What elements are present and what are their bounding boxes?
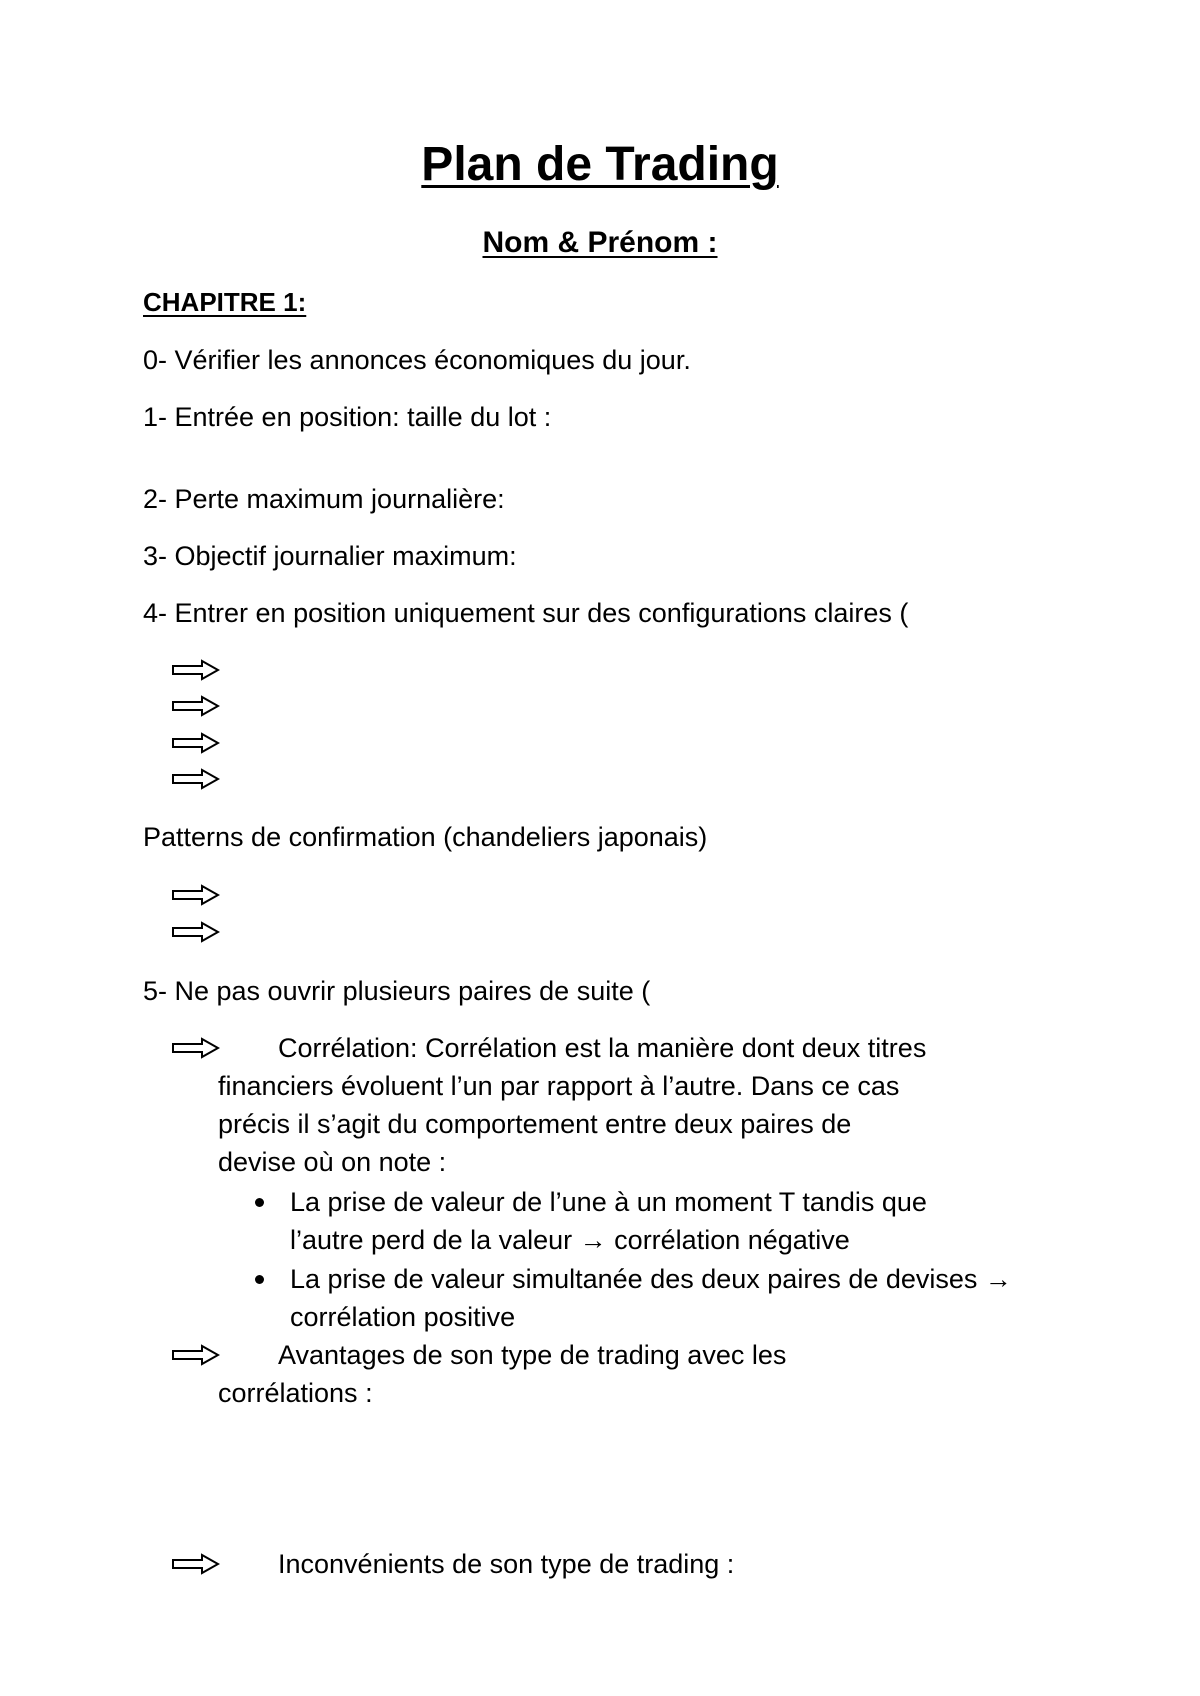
round-bullet-icon <box>255 1198 264 1207</box>
patterns-heading: Patterns de confirmation (chandeliers japonais) <box>143 822 708 852</box>
correlation-line-4: devise où on note : <box>218 1147 447 1177</box>
page-title: Plan de Trading <box>421 138 779 191</box>
config-arrow-icon <box>172 695 220 717</box>
pattern-arrow-icon <box>172 884 220 906</box>
disadvantages-line: Inconvénients de son type de trading : <box>278 1549 735 1579</box>
round-bullet-icon <box>255 1275 264 1284</box>
item-1: 1- Entrée en position: taille du lot : <box>143 402 552 432</box>
correlation-line-3: précis il s’agit du comportement entre deux paires de <box>218 1109 852 1139</box>
config-arrow-icon <box>172 768 220 790</box>
item-5: 5- Ne pas ouvrir plusieurs paires de suite ( <box>143 976 651 1006</box>
bullet-2-line-1: La prise de valeur simultanée des deux paires de devises → <box>290 1264 1012 1294</box>
bullet-2-line-2: corrélation positive <box>290 1302 516 1332</box>
pattern-arrow-icon <box>172 921 220 943</box>
advantages-line-1: Avantages de son type de trading avec les <box>278 1340 787 1370</box>
item-4: 4- Entrer en position uniquement sur des configurations claires ( <box>143 598 909 628</box>
correlation-line-2: financiers évoluent l’un par rapport à l’autre. Dans ce cas <box>218 1071 900 1101</box>
advantages-arrow-icon <box>172 1344 220 1366</box>
item-3: 3- Objectif journalier maximum: <box>143 541 517 571</box>
advantages-line-2: corrélations : <box>218 1378 373 1408</box>
config-arrow-icon <box>172 659 220 681</box>
name-label: Nom & Prénom : <box>482 226 718 259</box>
bullet-1-line-2: l’autre perd de la valeur → corrélation négative <box>290 1225 850 1255</box>
correlation-arrow-icon <box>172 1037 220 1059</box>
item-0: 0- Vérifier les annonces économiques du jour. <box>143 345 691 375</box>
config-arrow-icon <box>172 732 220 754</box>
correlation-line-1: Corrélation: Corrélation est la manière dont deux titres <box>278 1033 927 1063</box>
disadvantages-arrow-icon <box>172 1553 220 1575</box>
bullet-1-line-1: La prise de valeur de l’une à un moment T tandis que <box>290 1187 927 1217</box>
chapter-heading: CHAPITRE 1: <box>143 287 307 317</box>
item-2: 2- Perte maximum journalière: <box>143 484 505 514</box>
